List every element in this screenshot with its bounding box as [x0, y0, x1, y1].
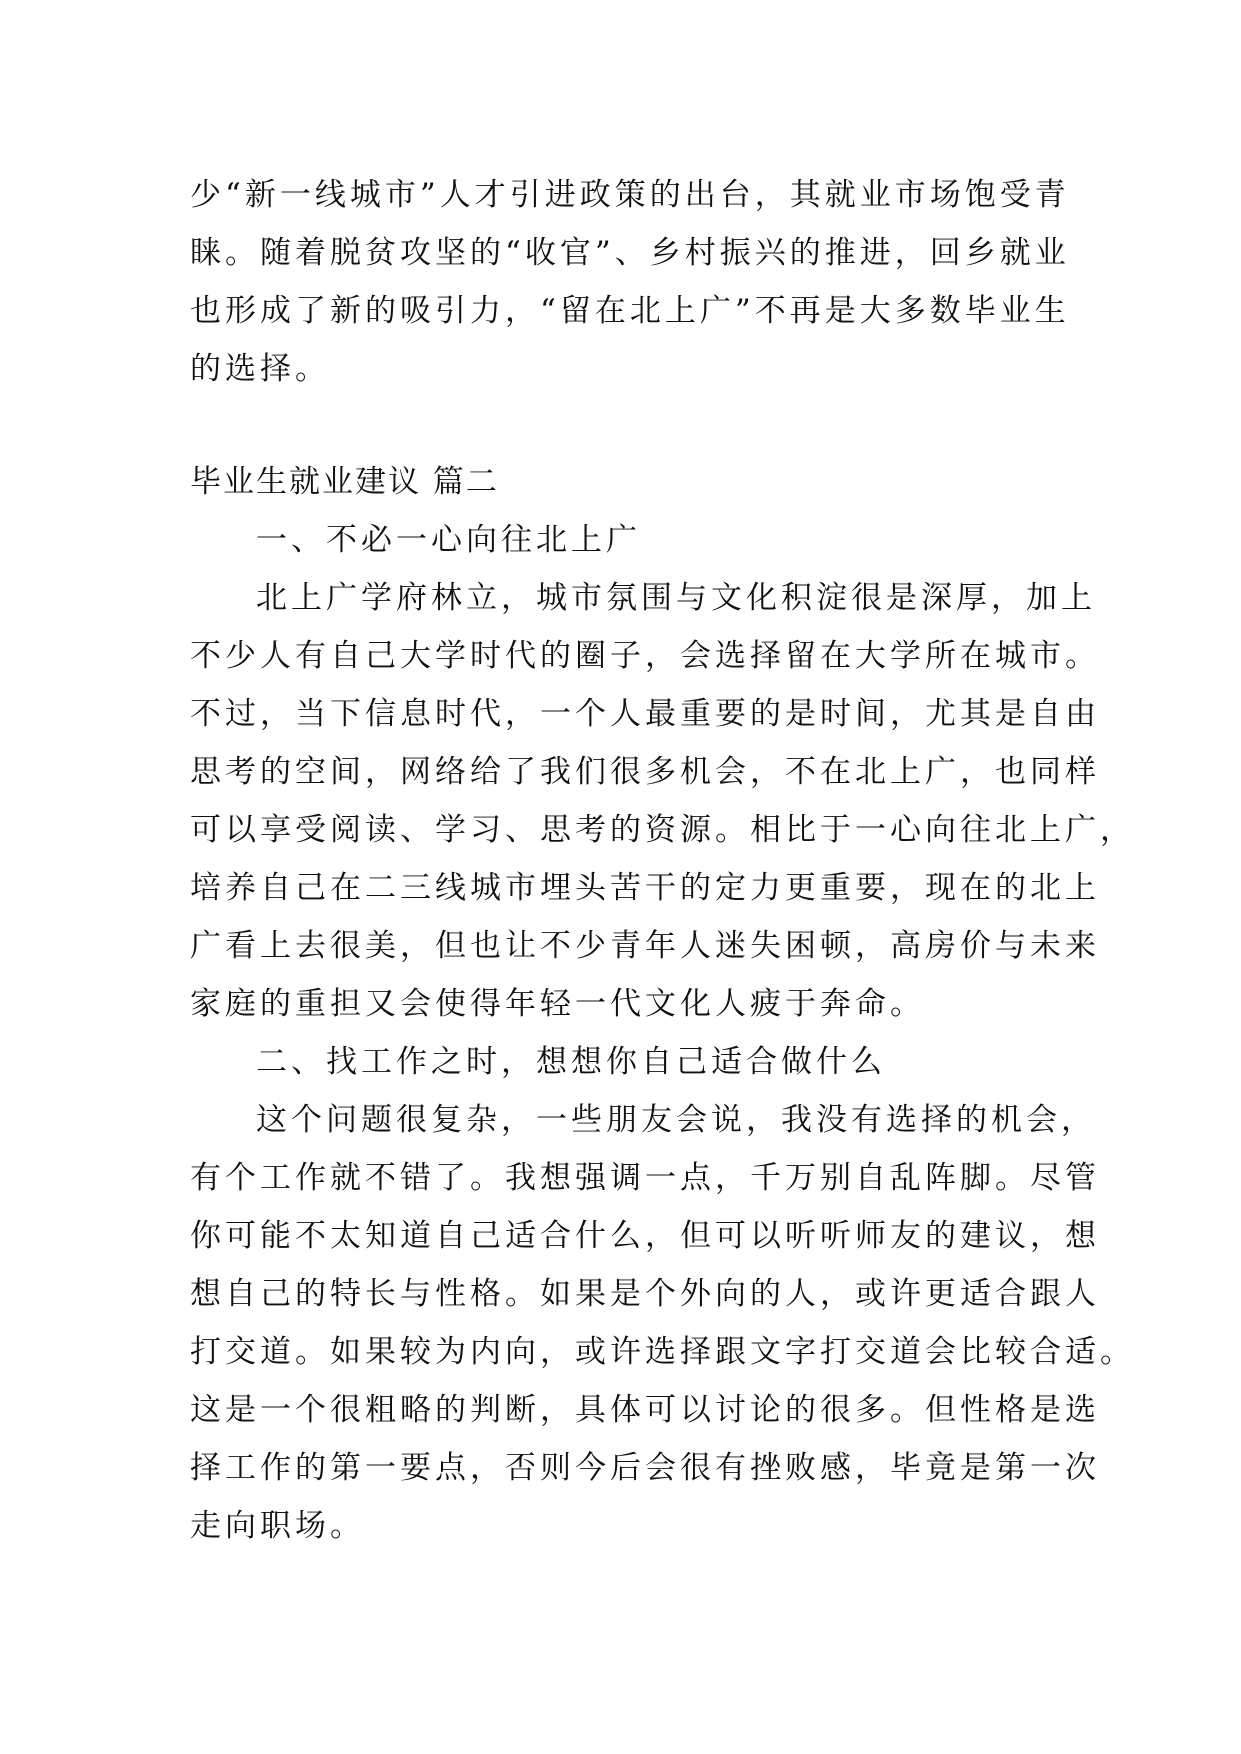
paragraph-line: 不少人有自己大学时代的圈子，会选择留在大学所在城市。 [190, 638, 1100, 674]
paragraph-line: 广看上去很美，但也让不少青年人迷失困顿，高房价与未来 [190, 928, 1100, 964]
paragraph-line: 走向职场。 [190, 1508, 365, 1544]
paragraph-line: 这是一个很粗略的判断，具体可以讨论的很多。但性格是选 [190, 1392, 1100, 1428]
intro-paragraph [190, 166, 1070, 398]
paragraph-line: 这个问题很复杂，一些朋友会说，我没有选择的机会， [256, 1102, 1096, 1138]
paragraph-line: 可以享受阅读、学习、思考的资源。相比于一心向往北上广， [190, 812, 1135, 848]
paragraph-line: 家庭的重担又会使得年轻一代文化人疲于奔命。 [190, 986, 925, 1022]
paragraph-line: 培养自己在二三线城市埋头苦干的定力更重要，现在的北上 [190, 870, 1100, 906]
point1-heading: 一、不必一心向往北上广 [256, 522, 641, 558]
point2-paragraph [190, 1091, 1135, 1555]
paragraph-line: 不过，当下信息时代，一个人最重要的是时间，尤其是自由 [190, 696, 1100, 732]
section-spacer [190, 398, 1070, 453]
section-title: 毕业生就业建议 篇二 [190, 464, 499, 500]
paragraph-line: 有个工作就不错了。我想强调一点，千万别自乱阵脚。尽管 [190, 1160, 1100, 1196]
paragraph-line: 睐。随着脱贫攻坚的“收官”、乡村振兴的推进，回乡就业 [190, 235, 1070, 271]
paragraph-line: 择工作的第一要点，否则今后会很有挫败感，毕竟是第一次 [190, 1450, 1100, 1486]
point2-heading: 二、找工作之时，想想你自己适合做什么 [256, 1044, 886, 1080]
paragraph-line: 北上广学府林立，城市氛围与文化积淀很是深厚，加上 [256, 580, 1096, 616]
paragraph-line: 的选择。 [190, 351, 330, 387]
paragraph-line: 少“新一线城市”人才引进政策的出台，其就业市场饱受青 [190, 177, 1070, 213]
document-page [190, 166, 1135, 1555]
point1-paragraph [190, 569, 1135, 1033]
paragraph-line: 思考的空间，网络给了我们很多机会，不在北上广，也同样 [190, 754, 1100, 790]
paragraph-line: 打交道。如果较为内向，或许选择跟文字打交道会比较合适。 [190, 1334, 1135, 1370]
paragraph-line: 也形成了新的吸引力，“留在北上广”不再是大多数毕业生 [190, 293, 1070, 329]
paragraph-line: 你可能不太知道自己适合什么，但可以听听师友的建议，想 [190, 1218, 1100, 1254]
paragraph-line: 想自己的特长与性格。如果是个外向的人，或许更适合跟人 [190, 1276, 1100, 1312]
